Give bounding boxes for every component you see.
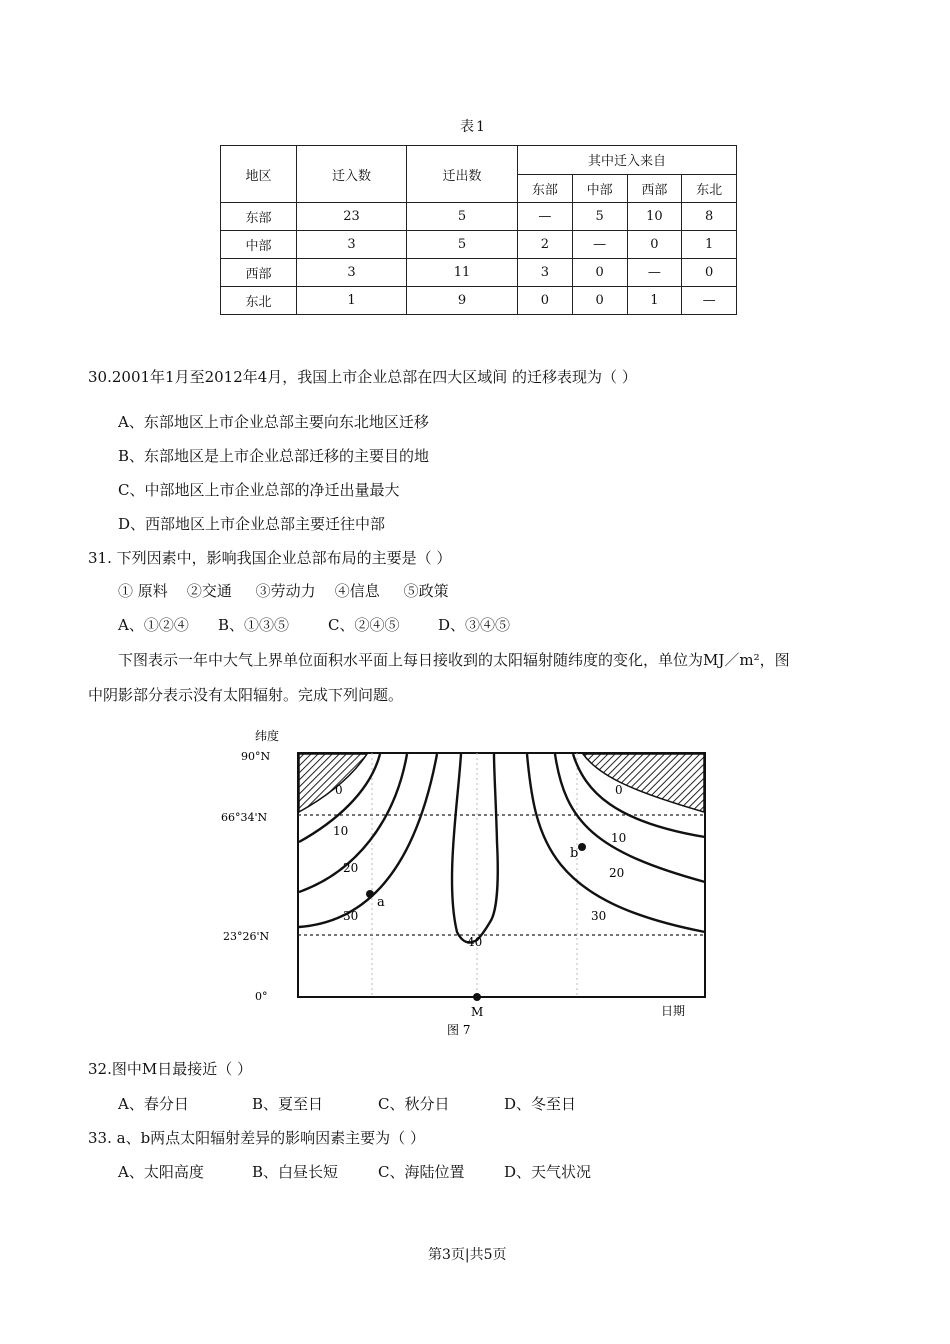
question-32-option-b[interactable]: B、夏至日 [252, 1095, 324, 1113]
x-axis-title: 日期 [661, 1004, 686, 1018]
lat-tick-66n: 66°34'N [221, 811, 268, 824]
cell-northeast: 0 [682, 259, 737, 287]
header-region: 地区 [221, 146, 297, 203]
table-row [221, 287, 737, 315]
question-33-option-d[interactable]: D、天气状况 [504, 1163, 592, 1181]
migration-table [220, 145, 737, 315]
cell-northeast: 8 [682, 203, 737, 231]
intro-line-2: 中阴影部分表示没有太阳辐射。完成下列问题。 [88, 686, 404, 704]
question-32-option-d[interactable]: D、冬至日 [504, 1095, 577, 1113]
cell-region: 西部 [221, 259, 297, 287]
question-30-stem: 30.2001年1月至2012年4月，我国上市企业总部在四大区域间 的迁移表现为（ ） [88, 368, 637, 386]
cell-out: 9 [407, 287, 518, 315]
cell-central: 5 [572, 203, 627, 231]
cell-out: 11 [407, 259, 518, 287]
lat-tick-90n: 90°N [241, 750, 271, 763]
y-axis-title: 纬度 [255, 729, 280, 743]
header-source-group: 其中迁入来自 [518, 146, 737, 175]
point-a-marker [366, 890, 374, 898]
cell-in: 23 [297, 203, 407, 231]
cell-west: 10 [627, 203, 682, 231]
table-row [221, 203, 737, 231]
header-source-northeast: 东北 [682, 174, 737, 203]
contour-label-0-left: 0 [335, 783, 343, 797]
question-30-option-a[interactable]: A、东部地区上市企业总部主要向东北地区迁移 [118, 413, 429, 431]
point-b-label: b [570, 846, 579, 861]
contour-label-20-left: 20 [343, 861, 359, 875]
point-m-marker [473, 993, 481, 1001]
contour-label-20-right: 20 [609, 866, 625, 880]
contour-label-30-left: 30 [343, 909, 359, 923]
header-source-east: 东部 [518, 174, 573, 203]
question-33-option-a[interactable]: A、太阳高度 [118, 1163, 204, 1181]
cell-out: 5 [407, 203, 518, 231]
cell-west: 1 [627, 287, 682, 315]
cell-east: 0 [518, 287, 573, 315]
point-m-label: M [471, 1005, 484, 1019]
question-31-options [118, 614, 510, 636]
question-33-option-c[interactable]: C、海陆位置 [378, 1163, 465, 1181]
header-source-west: 西部 [627, 174, 682, 203]
point-b-marker [578, 843, 586, 851]
contour-label-10-right: 10 [611, 831, 627, 845]
cell-in: 3 [297, 231, 407, 259]
lat-tick-0: 0° [255, 990, 268, 1003]
question-33-options [118, 1161, 591, 1183]
question-33-option-b[interactable]: B、白昼长短 [252, 1163, 339, 1181]
question-32-option-c[interactable]: C、秋分日 [378, 1095, 450, 1113]
cell-central: 0 [572, 259, 627, 287]
solar-radiation-figure [215, 722, 735, 1040]
question-30-option-c[interactable]: C、中部地区上市企业总部的净迁出量最大 [118, 481, 400, 499]
cell-in: 1 [297, 287, 407, 315]
contour-label-10-left: 10 [333, 824, 349, 838]
cell-east: — [518, 203, 573, 231]
question-33-stem: 33. a、b两点太阳辐射差异的影响因素主要为（ ） [88, 1129, 425, 1147]
page-footer: 第3页|共5页 [428, 1247, 507, 1263]
question-30-option-d[interactable]: D、西部地区上市企业总部主要迁往中部 [118, 515, 386, 533]
cell-northeast: 1 [682, 231, 737, 259]
table-row [221, 259, 737, 287]
cell-central: 0 [572, 287, 627, 315]
contour-label-0-right: 0 [615, 783, 623, 797]
question-31-stem: 31. 下列因素中，影响我国企业总部布局的主要是（ ） [88, 549, 452, 567]
question-31-option-d[interactable]: D、③④⑤ [438, 616, 511, 634]
question-31-option-c[interactable]: C、②④⑤ [328, 616, 400, 634]
cell-central: — [572, 231, 627, 259]
cell-region: 中部 [221, 231, 297, 259]
cell-west: 0 [627, 231, 682, 259]
question-31-factors: ① 原料 ②交通 ③劳动力 ④信息 ⑤政策 [118, 582, 449, 600]
question-31-option-b[interactable]: B、①③⑤ [218, 616, 290, 634]
cell-out: 5 [407, 231, 518, 259]
question-32-option-a[interactable]: A、春分日 [118, 1095, 189, 1113]
header-out: 迁出数 [407, 146, 518, 203]
figure-caption: 图 7 [447, 1023, 471, 1037]
lat-tick-23n: 23°26'N [223, 930, 270, 943]
cell-region: 东北 [221, 287, 297, 315]
question-32-stem: 32.图中M日最接近（ ） [88, 1060, 252, 1078]
question-32-options [118, 1093, 576, 1115]
table-caption: 表1 [460, 119, 487, 135]
cell-region: 东部 [221, 203, 297, 231]
header-source-central: 中部 [572, 174, 627, 203]
intro-line-1: 下图表示一年中大气上界单位面积水平面上每日接收到的太阳辐射随纬度的变化，单位为MJ／m²，图 [118, 651, 790, 669]
cell-northeast: — [682, 287, 737, 315]
cell-east: 2 [518, 231, 573, 259]
contour-label-30-right: 30 [591, 909, 607, 923]
question-31-option-a[interactable]: A、①②④ [118, 616, 189, 634]
point-a-label: a [377, 895, 385, 910]
cell-in: 3 [297, 259, 407, 287]
table-row [221, 231, 737, 259]
cell-west: — [627, 259, 682, 287]
question-30-option-b[interactable]: B、东部地区是上市企业总部迁移的主要目的地 [118, 447, 430, 465]
header-in: 迁入数 [297, 146, 407, 203]
contour-label-40: 40 [467, 935, 483, 949]
cell-east: 3 [518, 259, 573, 287]
